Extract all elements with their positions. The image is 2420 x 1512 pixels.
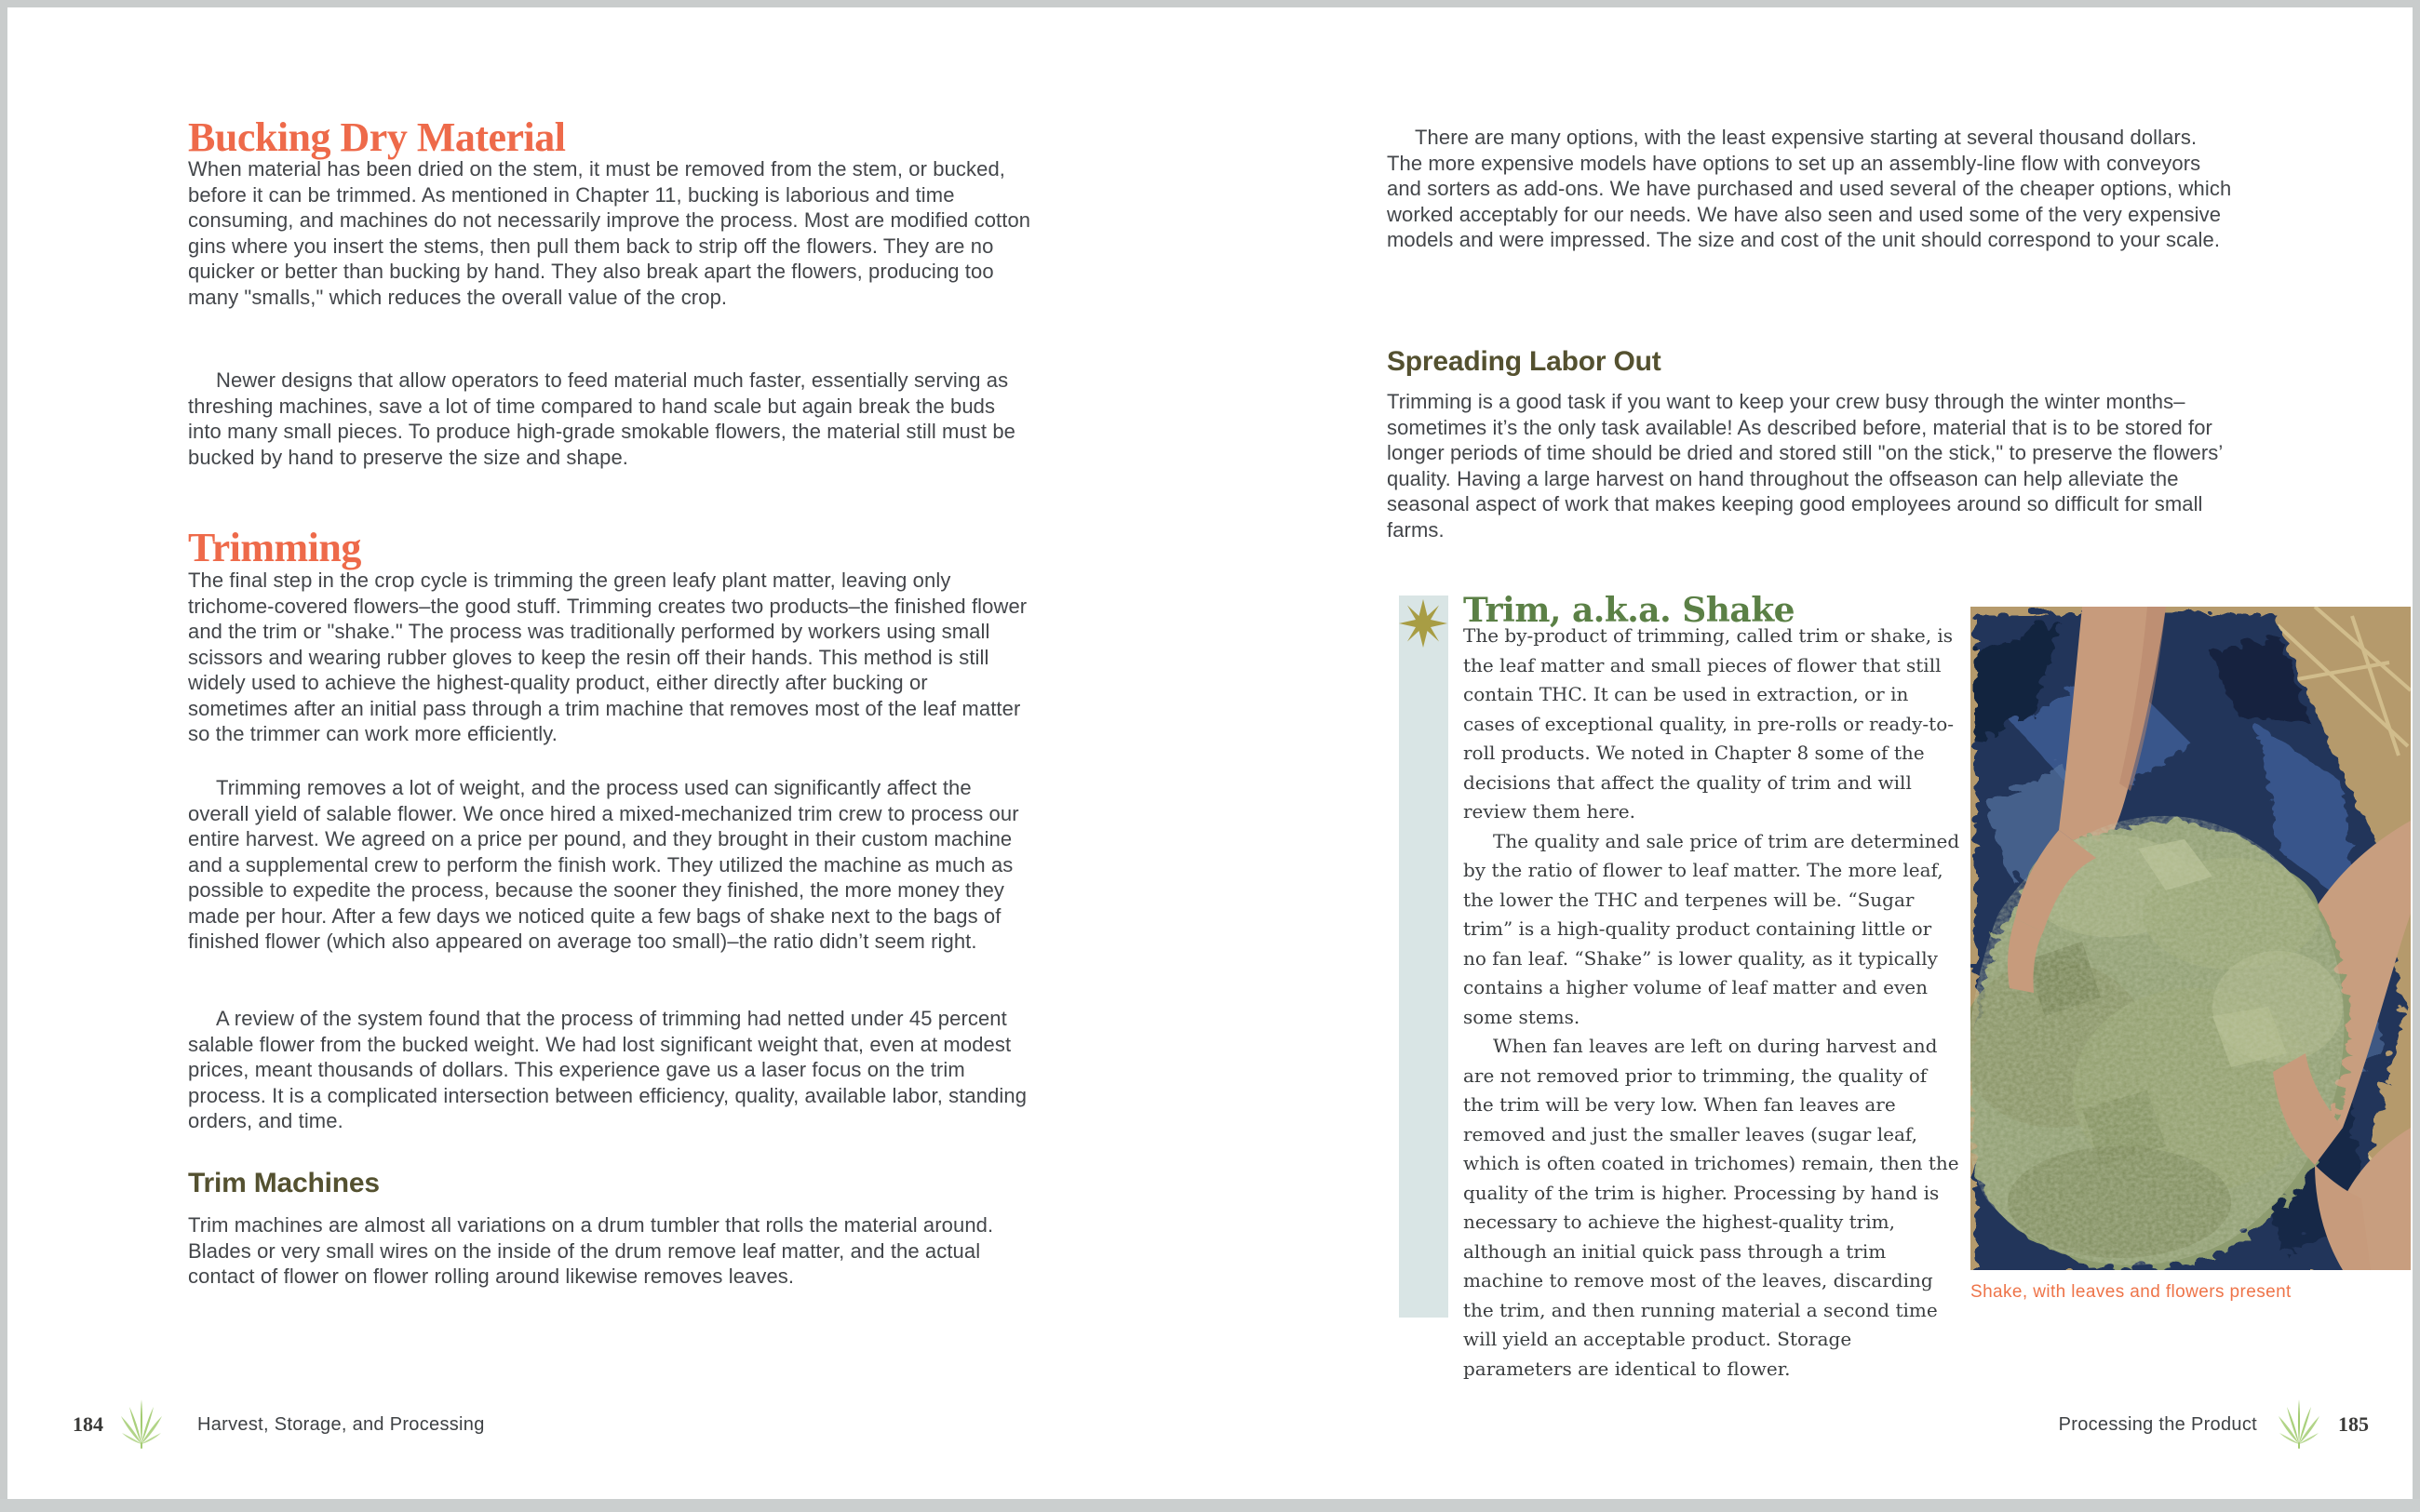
paragraph-bucking-2: Newer designs that allow operators to feed material much faster, essentially serving as threshing machines, save a lot of time compared to hand scale but again break the buds into many small pieces. To produce high-grade smokable flowers, the material still must be bucked by hand to preserve the size and shape. (188, 368, 1015, 469)
photo-caption: Shake, with leaves and flowers present (1970, 1282, 2292, 1302)
sidebar-body (1463, 622, 1960, 1384)
paragraph-bucking-1: When material has been dried on the stem, it must be removed from the stem, or bucked, before it can be trimmed. As mentioned in Chapter 11, bucking is laborious and time consuming, and machines do not necessarily improve the process. Most are modified cotton gins where you insert the stems, then pull them back to strip off the flowers. They are no quicker or better than bucking by hand. They also break apart the flowers, producing too many "smalls," which reduces the overall value of the crop. (188, 157, 1031, 309)
photo-shake-in-bag (1970, 607, 2411, 1270)
page-border-top (0, 0, 2420, 7)
page-number-left: 184 (73, 1412, 103, 1436)
paragraph-trimming-2: Trimming removes a lot of weight, and the process used can significantly affect the overall yield of salable flower. We once hired a mixed-mechanized trim crew to process our entire harvest. We agreed on a price per pound, and they brought in their custom machine and a supplemental crew to perform the finish work. They utilized the machine as much as possible to expedite the process, because the sooner they finished, the more money they made per hour. After a few days we noticed quite a few bags of shake next to the bags of finished flower (which also appeared on average too small)–the ratio didn’t seem right. (188, 776, 1019, 953)
running-title-left: Harvest, Storage, and Processing (197, 1414, 485, 1435)
eight-point-star-icon (1397, 597, 1449, 649)
subheading-spreading-labor: Spreading Labor Out (1387, 346, 1661, 377)
sidebar-paragraph-1: The by-product of trimming, called trim or shake, is the leaf matter and small pieces of flower that still contain THC. It can be used in extraction, or in cases of exceptional quality, in pre-rolls or ready-to-roll products. We noted in Chapter 8 some of the decisions that affect the quality of trim and will review them here. (1463, 624, 1955, 823)
paragraph-trimming-3: A review of the system found that the process of trimming had netted under 45 percent salable flower from the bucked weight. We had lost significant weight that, even at modest prices, meant thousands of dollars. This experience gave us a laser focus on the trim process. It is a complicated intersection between efficiency, quality, available labor, standing orders, and time. (188, 1007, 1028, 1132)
page-border-bottom (0, 1499, 2420, 1512)
subheading-trim-machines: Trim Machines (188, 1168, 380, 1198)
sidebar-paragraph-3: When fan leaves are left on during harvest and are not removed prior to trimming, the quality of the trim will be very low. When fan leaves are removed and just the smaller leaves (sugar leaf, which is often coated in trichomes) remain, then the quality of the trim is higher. Processing by hand is necessary to achieve the highest-quality trim, although an initial quick pass through a trim machine to remove most of the leaves, discarding the trim, and then running material a second time will yield an acceptable product. Storage parameters are identical to flower. (1463, 1035, 1959, 1380)
sidebar-paragraph-2: The quality and sale price of trim are determined by the ratio of flower to leaf matter. The more leaf, the lower the THC and terpenes will be. “Sugar trim” is a high-quality product containing little or no fan leaf. “Shake” is lower quality, as it typically contains a higher volume of leaf matter and even some stems. (1463, 829, 1960, 1028)
page-border-right (2413, 0, 2420, 1512)
section-heading-bucking: Bucking Dry Material (188, 114, 566, 160)
paragraph-spreading-labor: Trimming is a good task if you want to keep your crew busy through the winter months–sometimes it’s the only task available! As described before, material that is to be stored for longer periods of time should be dried and stored still "on the stick," to preserve the flowers’ quality. Having a large harvest on hand throughout the offseason can help alleviate the seasonal aspect of work that makes keeping good employees around so difficult for small farms. (1387, 390, 2223, 542)
paragraph-trimming-1: The final step in the crop cycle is trimming the green leafy plant matter, leaving only trichome-covered flowers–the good stuff. Trimming creates two products–the finished flower and the trim or "shake." The process was traditionally performed by workers using small scissors and wearing rubber gloves to keep the resin off their hands. This method is still widely used to achieve the highest-quality product, either directly after bucking or sometimes after an initial pass through a trim machine that removes most of the leaf matter so the trimmer can work more efficiently. (188, 569, 1028, 745)
section-heading-trimming: Trimming (188, 525, 361, 570)
paragraph-trim-machines: Trim machines are almost all variations on a drum tumbler that rolls the material around. Blades or very small wires on the inside of the drum remove leaf matter, and the actual contact of flower on flower rolling around likewise removes leaves. (188, 1213, 994, 1288)
page-number-right: 185 (2338, 1412, 2369, 1436)
paragraph-options: There are many options, with the least expensive starting at several thousand dollars. The more expensive models have options to set up an assembly-line flow with conveyors and sorters as add-ons. We have purchased and used several of the cheaper options, which worked acceptably for our needs. We have also seen and used some of the very expensive models and were impressed. The size and cost of the unit should correspond to your scale. (1387, 126, 2232, 251)
sidebar-accent-strip (1399, 595, 1448, 1318)
cannabis-leaf-icon (117, 1396, 166, 1450)
sidebar-title: Trim, a.k.a. Shake (1463, 591, 1795, 630)
cannabis-leaf-icon (2275, 1396, 2323, 1450)
running-title-right: Processing the Product (2058, 1414, 2257, 1435)
page-border-left (0, 0, 7, 1512)
